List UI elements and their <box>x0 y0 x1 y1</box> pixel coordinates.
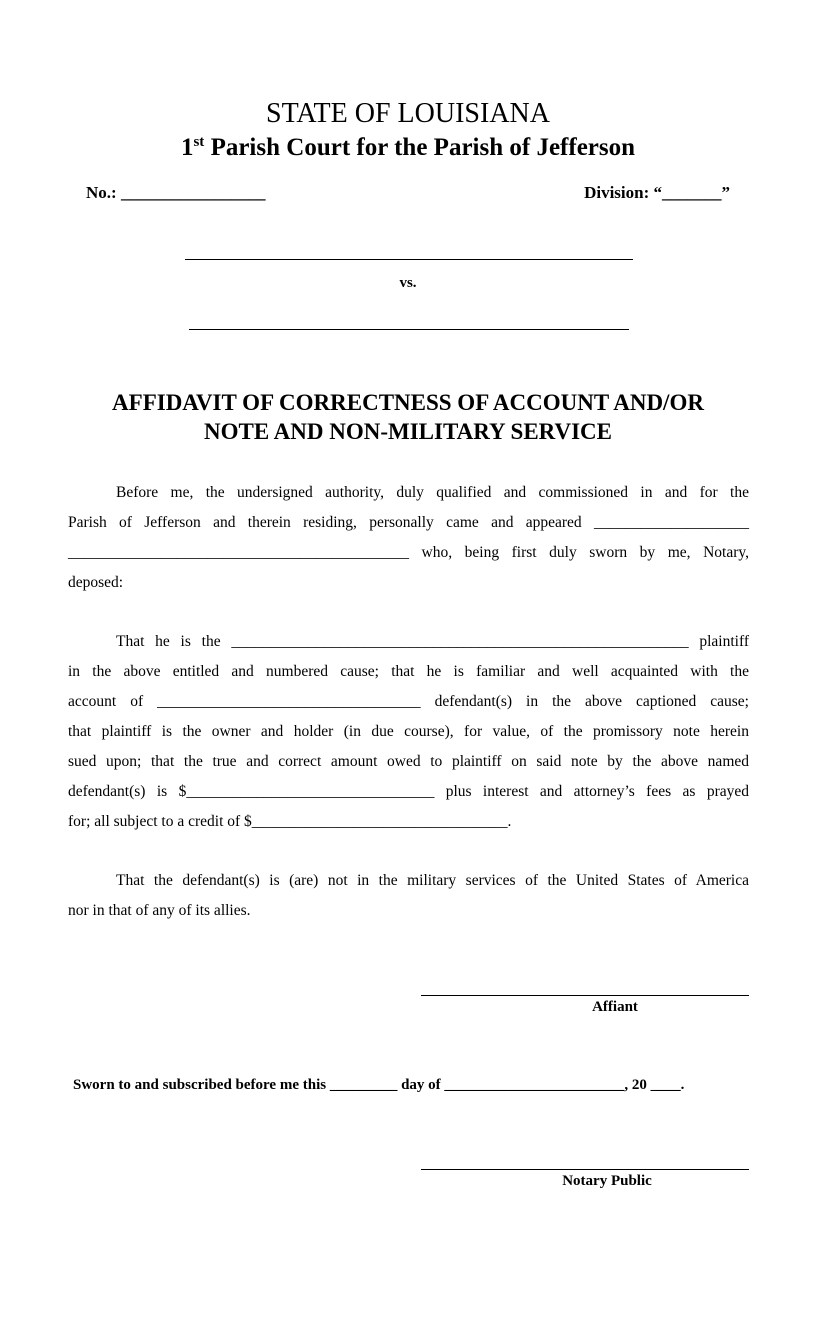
document-title-line1: AFFIDAVIT OF CORRECTNESS OF ACCOUNT AND/OR <box>112 390 704 415</box>
paragraph-appearance-line4: deposed: <box>68 574 124 591</box>
paragraph-appearance-line1: Before me, the undersigned authority, duly qualified and commissioned in and for the <box>116 484 749 501</box>
paragraph-account-line7: for; all subject to a credit of $_________________________________. <box>68 813 512 830</box>
paragraph-military <box>68 866 749 926</box>
versus-label: vs. <box>399 275 417 291</box>
paragraph-account-line3: account of __________________________________ defendant(s) in the above captioned cause; <box>68 693 749 710</box>
paragraph-military-line1: That the defendant(s) is (are) not in the military services of the United States of America <box>116 872 749 889</box>
paragraph-appearance <box>68 478 749 598</box>
state-heading: STATE OF LOUISIANA <box>266 98 550 129</box>
defendant-line[interactable] <box>189 329 629 330</box>
paragraph-account-line4: that plaintiff is the owner and holder (in due course), for value, of the promissory note herein <box>68 723 749 740</box>
court-ordinal-suffix: st <box>193 134 205 150</box>
paragraph-account <box>68 627 749 837</box>
notary-signature-line[interactable] <box>421 1169 749 1170</box>
division-field[interactable]: Division: “_______” <box>584 183 730 202</box>
court-name: Parish Court for the Parish of Jefferson <box>204 134 636 161</box>
court-heading <box>0 132 816 164</box>
paragraph-military-line2: nor in that of any of its allies. <box>68 902 251 919</box>
paragraph-account-line1: That he is the ___________________________________________________________ plaintiff <box>116 633 749 650</box>
paragraph-appearance-line3: ____________________________________________ who, being first duly sworn by me, Notary, <box>68 544 749 561</box>
case-number-field[interactable]: No.: _________________ <box>86 183 266 202</box>
document-title-line2: NOTE AND NON-MILITARY SERVICE <box>204 419 612 444</box>
paragraph-account-line2: in the above entitled and numbered cause; that he is familiar and well acquainted with the <box>68 663 749 680</box>
plaintiff-line[interactable] <box>185 259 633 260</box>
paragraph-account-line6: defendant(s) is $________________________________ plus interest and attorney’s fees as prayed <box>68 783 749 800</box>
court-ordinal: 1 <box>180 134 194 161</box>
paragraph-appearance-line2: Parish of Jefferson and therein residing, personally came and appeared ____________________ <box>68 514 749 531</box>
notary-public-label: Notary Public <box>562 1173 652 1189</box>
document-title <box>0 388 816 446</box>
affiant-signature-line[interactable] <box>421 995 749 996</box>
paragraph-account-line5: sued upon; that the true and correct amount owed to plaintiff on said note by the above named <box>68 753 749 770</box>
affiant-label: Affiant <box>592 999 638 1015</box>
sworn-statement[interactable]: Sworn to and subscribed before me this _________ day of ________________________, 20 ____. <box>73 1077 685 1093</box>
